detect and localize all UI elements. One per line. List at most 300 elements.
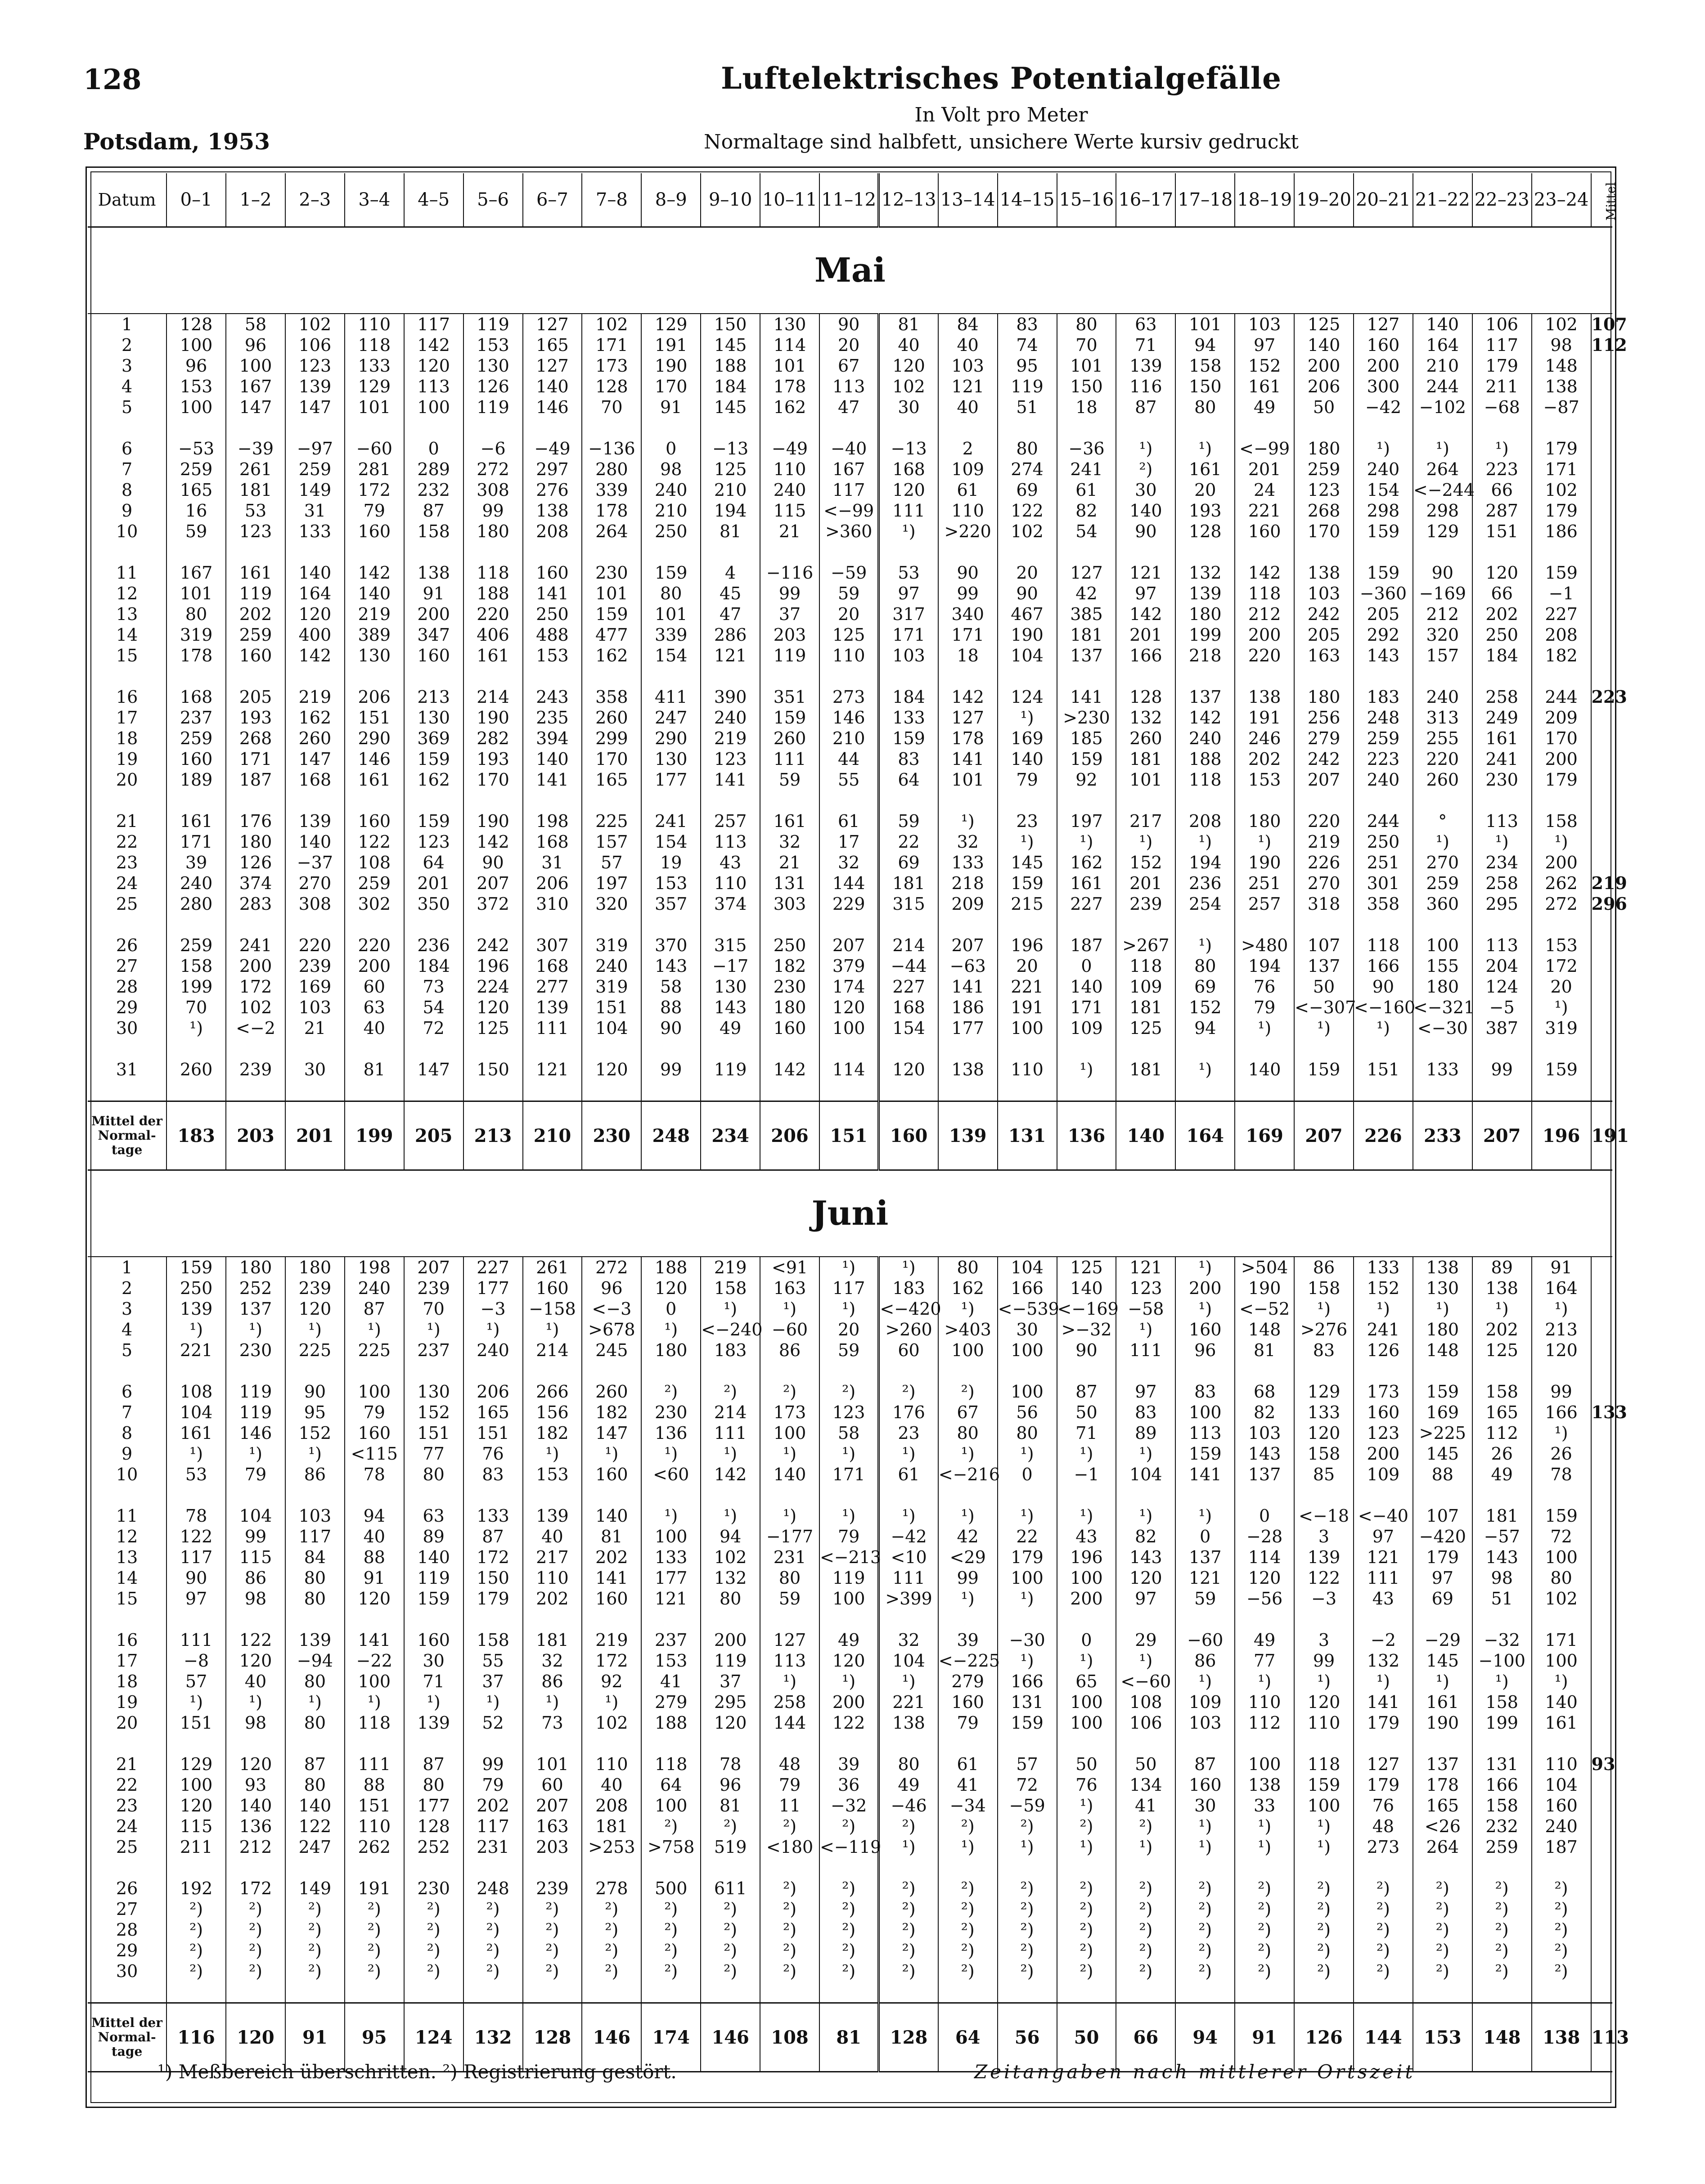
header-hour: 3–4 — [345, 173, 404, 227]
value-cell: 103 — [879, 645, 938, 666]
value-cell: 100 — [404, 397, 463, 418]
value-cell: 138 — [1235, 687, 1294, 707]
value-cell: 118 — [345, 335, 404, 355]
value-cell: 94 — [1175, 335, 1235, 355]
spacer-cell — [1294, 914, 1354, 935]
value-cell: 120 — [1294, 1423, 1354, 1443]
value-cell: 212 — [1413, 604, 1472, 625]
daily-mean-cell — [1591, 1464, 1612, 1485]
value-cell: ¹) — [998, 1837, 1057, 1857]
value-cell: −60 — [345, 438, 404, 459]
value-cell: <26 — [1413, 1816, 1472, 1837]
value-cell: 80 — [879, 1754, 938, 1775]
value-cell: 160 — [345, 811, 404, 831]
value-cell: 90 — [1354, 976, 1413, 997]
value-cell: 111 — [760, 749, 819, 769]
month-heading-row — [88, 1170, 1612, 1257]
spacer-cell — [1294, 1038, 1354, 1059]
value-cell: 30 — [1116, 480, 1175, 500]
spacer-cell — [1413, 1733, 1472, 1754]
spacer-cell — [226, 1038, 285, 1059]
spacer-cell — [998, 1609, 1057, 1630]
value-cell: 192 — [166, 1878, 226, 1899]
spacer-cell — [1175, 1080, 1235, 1101]
mean-value-cell: 207 — [1294, 1101, 1354, 1170]
spacer-cell — [404, 1733, 463, 1754]
spacer-cell — [879, 1609, 938, 1630]
value-cell: 151 — [582, 997, 641, 1018]
value-cell: 151 — [1472, 521, 1532, 542]
value-cell: ²) — [1413, 1961, 1472, 1982]
mean-value-cell: 207 — [1472, 1101, 1532, 1170]
spacer-cell — [1413, 790, 1472, 811]
table-row — [88, 1899, 1612, 1919]
daily-mean-cell — [1591, 562, 1612, 583]
value-cell: 149 — [285, 1878, 345, 1899]
value-cell: 44 — [819, 749, 879, 769]
spacer-cell — [1413, 666, 1472, 687]
day-cell: 20 — [88, 769, 166, 790]
spacer-cell — [641, 1485, 701, 1505]
value-cell: 100 — [819, 1588, 879, 1609]
spacer-cell — [523, 914, 582, 935]
spacer-cell — [1532, 1361, 1591, 1381]
spacer-cell — [1175, 790, 1235, 811]
value-cell: ¹) — [1116, 1319, 1175, 1340]
value-cell: 347 — [404, 625, 463, 645]
value-cell: −1 — [1057, 1464, 1116, 1485]
spacer-cell — [641, 1609, 701, 1630]
header-hour: 17–18 — [1175, 173, 1235, 227]
value-cell: 226 — [1294, 852, 1354, 873]
value-cell: 273 — [819, 687, 879, 707]
value-cell: 121 — [938, 376, 998, 397]
spacer-cell — [1294, 1857, 1354, 1878]
value-cell: 212 — [226, 1837, 285, 1857]
day-cell: 23 — [88, 1795, 166, 1816]
value-cell: ¹) — [1294, 1816, 1354, 1837]
value-cell: 178 — [938, 728, 998, 749]
daily-mean-cell — [1591, 1257, 1612, 1278]
spacer-cell — [1472, 1038, 1532, 1059]
value-cell: 282 — [463, 728, 523, 749]
value-cell: ²) — [1057, 1919, 1116, 1940]
value-cell: 0 — [641, 438, 701, 459]
value-cell: 180 — [1413, 976, 1472, 997]
daily-mean-cell — [1591, 1899, 1612, 1919]
value-cell: ²) — [1472, 1919, 1532, 1940]
value-cell: 147 — [285, 397, 345, 418]
value-cell: 79 — [819, 1526, 879, 1547]
spacer-cell — [641, 1857, 701, 1878]
daily-mean-cell — [1591, 1018, 1612, 1038]
value-cell: 162 — [760, 397, 819, 418]
value-cell: 119 — [463, 314, 523, 335]
table-row — [88, 625, 1612, 645]
value-cell: 100 — [998, 1340, 1057, 1361]
header-hour: 8–9 — [641, 173, 701, 227]
value-cell: 317 — [879, 604, 938, 625]
value-cell: 110 — [760, 459, 819, 480]
value-cell: 133 — [938, 852, 998, 873]
value-cell: 58 — [226, 314, 285, 335]
value-cell: 166 — [1532, 1402, 1591, 1423]
mean-value-cell: 230 — [582, 1101, 641, 1170]
value-cell: 95 — [285, 1402, 345, 1423]
spacer-cell — [166, 1485, 226, 1505]
value-cell: 126 — [463, 376, 523, 397]
mean-value-cell: 148 — [1472, 2003, 1532, 2072]
value-cell: 130 — [463, 355, 523, 376]
day-cell: 17 — [88, 707, 166, 728]
spacer-cell — [463, 1361, 523, 1381]
spacer-cell — [1472, 1609, 1532, 1630]
header-hour: 19–20 — [1294, 173, 1354, 227]
value-cell: 90 — [1057, 1340, 1116, 1361]
value-cell: 106 — [1472, 314, 1532, 335]
value-cell: 220 — [1235, 645, 1294, 666]
value-cell: 163 — [760, 1278, 819, 1299]
value-cell: 131 — [998, 1692, 1057, 1712]
value-cell: 181 — [1116, 1059, 1175, 1080]
value-cell: 128 — [582, 376, 641, 397]
value-cell: 165 — [523, 335, 582, 355]
daily-mean-cell — [1591, 1319, 1612, 1340]
value-cell: 232 — [1472, 1816, 1532, 1837]
value-cell: 467 — [998, 604, 1057, 625]
spacer-cell — [1175, 666, 1235, 687]
value-cell: 49 — [1472, 1464, 1532, 1485]
spacer-cell — [404, 790, 463, 811]
spacer-cell — [404, 1857, 463, 1878]
value-cell: <−18 — [1294, 1505, 1354, 1526]
value-cell: ²) — [938, 1816, 998, 1837]
value-cell: 152 — [1235, 355, 1294, 376]
value-cell: 101 — [345, 397, 404, 418]
value-cell: ¹) — [345, 1692, 404, 1712]
value-cell: ²) — [760, 1940, 819, 1961]
value-cell: 128 — [404, 1816, 463, 1837]
value-cell: 202 — [1472, 604, 1532, 625]
value-cell: 59 — [819, 1340, 879, 1361]
header-hour: 7–8 — [582, 173, 641, 227]
value-cell: 160 — [226, 645, 285, 666]
value-cell: 180 — [1235, 811, 1294, 831]
value-cell: 172 — [226, 976, 285, 997]
spacer-cell — [1413, 542, 1472, 562]
value-cell: 139 — [523, 997, 582, 1018]
value-cell: 200 — [404, 604, 463, 625]
daily-mean-cell: 107 — [1591, 314, 1627, 334]
spacer-cell — [1354, 1080, 1413, 1101]
group-spacer — [88, 1609, 1612, 1630]
value-cell: 159 — [1057, 749, 1116, 769]
value-cell: 162 — [1057, 852, 1116, 873]
spacer-cell — [1294, 1080, 1354, 1101]
table-row — [88, 1961, 1612, 1982]
spacer-cell — [1591, 1609, 1612, 1630]
value-cell: 115 — [166, 1816, 226, 1837]
value-cell: ¹) — [998, 707, 1057, 728]
value-cell: 248 — [1354, 707, 1413, 728]
value-cell: 141 — [523, 769, 582, 790]
spacer-cell — [879, 914, 938, 935]
value-cell: 120 — [819, 997, 879, 1018]
value-cell: −49 — [523, 438, 582, 459]
value-cell: 179 — [1532, 769, 1591, 790]
value-cell: 193 — [1175, 500, 1235, 521]
value-cell: 69 — [879, 852, 938, 873]
spacer-cell — [345, 1361, 404, 1381]
value-cell: 54 — [1057, 521, 1116, 542]
value-cell: >403 — [938, 1319, 998, 1340]
value-cell: ²) — [760, 1381, 819, 1402]
group-spacer — [88, 1982, 1612, 2003]
value-cell: 177 — [463, 1278, 523, 1299]
value-cell: ²) — [166, 1940, 226, 1961]
value-cell: 151 — [345, 1795, 404, 1816]
value-cell: 162 — [938, 1278, 998, 1299]
value-cell: 99 — [226, 1526, 285, 1547]
spacer-cell — [1472, 790, 1532, 811]
value-cell: 190 — [1413, 1712, 1472, 1733]
spacer-cell — [1354, 1609, 1413, 1630]
value-cell: 350 — [404, 894, 463, 914]
value-cell: 102 — [998, 521, 1057, 542]
value-cell: 60 — [879, 1340, 938, 1361]
value-cell: 162 — [404, 769, 463, 790]
table-row — [88, 1837, 1612, 1857]
value-cell: 166 — [1354, 956, 1413, 976]
spacer-cell — [1116, 1857, 1175, 1878]
value-cell: ¹) — [404, 1319, 463, 1340]
value-cell: 168 — [166, 687, 226, 707]
daily-mean-cell — [1591, 625, 1612, 645]
spacer-cell — [166, 1982, 226, 2003]
value-cell: 99 — [641, 1059, 701, 1080]
value-cell: 246 — [1235, 728, 1294, 749]
value-cell: 160 — [938, 1692, 998, 1712]
value-cell: 308 — [463, 480, 523, 500]
spacer-cell — [1294, 418, 1354, 438]
spacer-cell — [404, 1038, 463, 1059]
value-cell: 200 — [1175, 1278, 1235, 1299]
value-cell: −6 — [463, 438, 523, 459]
value-cell: >480 — [1235, 935, 1294, 956]
spacer-cell — [1116, 790, 1175, 811]
value-cell: 160 — [345, 521, 404, 542]
value-cell: 55 — [819, 769, 879, 790]
value-cell: 29 — [1116, 1630, 1175, 1650]
table-row — [88, 956, 1612, 976]
value-cell: 98 — [641, 459, 701, 480]
value-cell: 117 — [819, 1278, 879, 1299]
value-cell: 160 — [523, 562, 582, 583]
spacer-cell — [285, 542, 345, 562]
value-cell: 110 — [998, 1059, 1057, 1080]
spacer-cell — [1116, 418, 1175, 438]
day-cell: 11 — [88, 1505, 166, 1526]
value-cell: 41 — [641, 1671, 701, 1692]
value-cell: 119 — [404, 1568, 463, 1588]
mean-value-cell: 108 — [760, 2003, 819, 2072]
value-cell: 169 — [1413, 1402, 1472, 1423]
day-cell: 19 — [88, 749, 166, 769]
value-cell: 189 — [166, 769, 226, 790]
value-cell: 289 — [404, 459, 463, 480]
table-row — [88, 438, 1612, 459]
value-cell: ²) — [641, 1940, 701, 1961]
value-cell: 72 — [998, 1775, 1057, 1795]
value-cell: ²) — [998, 1940, 1057, 1961]
day-cell: 16 — [88, 687, 166, 707]
spacer-cell — [701, 1857, 760, 1878]
value-cell: 152 — [1354, 1278, 1413, 1299]
value-cell: 611 — [701, 1878, 760, 1899]
value-cell: ²) — [819, 1878, 879, 1899]
value-cell: 173 — [760, 1402, 819, 1423]
spacer-cell — [1413, 1080, 1472, 1101]
value-cell: ¹) — [1116, 1650, 1175, 1671]
daily-mean-cell — [1591, 438, 1612, 459]
value-cell: 207 — [463, 873, 523, 894]
value-cell: 181 — [1116, 749, 1175, 769]
value-cell: 121 — [701, 645, 760, 666]
spacer-cell — [1472, 1982, 1532, 2003]
value-cell: 184 — [1472, 645, 1532, 666]
spacer-cell — [1354, 914, 1413, 935]
value-cell: 98 — [226, 1588, 285, 1609]
header-hour: 0–1 — [166, 173, 226, 227]
table-row — [88, 1257, 1612, 1278]
daily-mean-cell — [1591, 1547, 1612, 1568]
spacer-cell — [166, 1857, 226, 1878]
value-cell: >220 — [938, 521, 998, 542]
value-cell: 241 — [226, 935, 285, 956]
spacer-cell — [1532, 1080, 1591, 1101]
value-cell: ° — [1413, 811, 1472, 831]
value-cell: 236 — [1175, 873, 1235, 894]
value-cell: 80 — [760, 1568, 819, 1588]
value-cell: ¹) — [1175, 935, 1235, 956]
value-cell: 143 — [1354, 645, 1413, 666]
value-cell: ²) — [404, 1899, 463, 1919]
daily-mean-cell — [1591, 583, 1612, 604]
spacer-cell — [1591, 914, 1612, 935]
value-cell: 130 — [404, 707, 463, 728]
spacer-cell — [1591, 666, 1612, 687]
value-cell: 130 — [760, 314, 819, 335]
value-cell: 96 — [226, 335, 285, 355]
value-cell: 184 — [701, 376, 760, 397]
value-cell: 180 — [1175, 604, 1235, 625]
value-cell: ²) — [1532, 1878, 1591, 1899]
value-cell: 138 — [1294, 562, 1354, 583]
daily-mean-cell — [1591, 645, 1612, 666]
header-hour: 16–17 — [1116, 173, 1175, 227]
value-cell: 142 — [463, 831, 523, 852]
value-cell: 477 — [582, 625, 641, 645]
value-cell: 231 — [463, 1837, 523, 1857]
value-cell: 139 — [285, 811, 345, 831]
value-cell: 142 — [1235, 562, 1294, 583]
value-cell: 219 — [582, 1630, 641, 1650]
value-cell: 173 — [582, 355, 641, 376]
day-cell: 28 — [88, 976, 166, 997]
value-cell: 166 — [998, 1278, 1057, 1299]
value-cell: <−244 — [1413, 480, 1475, 500]
value-cell: ²) — [938, 1381, 998, 1402]
value-cell: 130 — [1413, 1278, 1472, 1299]
spacer-cell — [701, 1982, 760, 2003]
header-hour: 13–14 — [938, 173, 998, 227]
value-cell: 78 — [345, 1464, 404, 1485]
value-cell: −8 — [166, 1650, 226, 1671]
value-cell: 259 — [345, 873, 404, 894]
value-cell: 235 — [523, 707, 582, 728]
value-cell: ²) — [1235, 1961, 1294, 1982]
value-cell: 57 — [582, 852, 641, 873]
value-cell: 181 — [1472, 1505, 1532, 1526]
spacer-cell — [1116, 666, 1175, 687]
value-cell: 69 — [1175, 976, 1235, 997]
value-cell: 83 — [998, 314, 1057, 335]
value-cell: 99 — [760, 583, 819, 604]
value-cell: 143 — [1235, 1443, 1294, 1464]
daily-mean-cell — [1591, 1878, 1612, 1899]
value-cell: 134 — [1116, 1775, 1175, 1795]
value-cell: 210 — [1413, 355, 1472, 376]
value-cell: 197 — [582, 873, 641, 894]
value-cell: 160 — [1175, 1775, 1235, 1795]
value-cell: 48 — [1354, 1816, 1413, 1837]
value-cell: 154 — [641, 831, 701, 852]
value-cell: 109 — [1057, 1018, 1116, 1038]
table-row — [88, 728, 1612, 749]
value-cell: 202 — [1235, 749, 1294, 769]
value-cell: >267 — [1116, 935, 1175, 956]
mean-value-cell: 183 — [166, 1101, 226, 1170]
day-cell: 9 — [88, 1443, 166, 1464]
value-cell: ²) — [1057, 1961, 1116, 1982]
spacer-cell — [819, 1857, 879, 1878]
value-cell: ¹) — [523, 1692, 582, 1712]
value-cell: 108 — [345, 852, 404, 873]
value-cell: 53 — [226, 500, 285, 521]
value-cell: 230 — [404, 1878, 463, 1899]
daily-mean-cell — [1591, 1299, 1612, 1319]
value-cell: 160 — [760, 1018, 819, 1038]
value-cell: 110 — [701, 873, 760, 894]
value-cell: 298 — [1413, 500, 1472, 521]
value-cell: 76 — [1354, 1795, 1413, 1816]
value-cell: 117 — [1472, 335, 1532, 355]
value-cell: 104 — [166, 1402, 226, 1423]
value-cell: 31 — [285, 500, 345, 521]
value-cell: 4 — [701, 562, 760, 583]
value-cell: 101 — [641, 604, 701, 625]
value-cell: 295 — [1472, 894, 1532, 914]
value-cell: 51 — [998, 397, 1057, 418]
value-cell: 168 — [285, 769, 345, 790]
value-cell: ²) — [463, 1899, 523, 1919]
value-cell: 131 — [760, 873, 819, 894]
value-cell: <180 — [760, 1837, 819, 1857]
table-row — [88, 314, 1612, 335]
value-cell: 168 — [879, 997, 938, 1018]
value-cell: 100 — [166, 335, 226, 355]
value-cell: 90 — [998, 583, 1057, 604]
